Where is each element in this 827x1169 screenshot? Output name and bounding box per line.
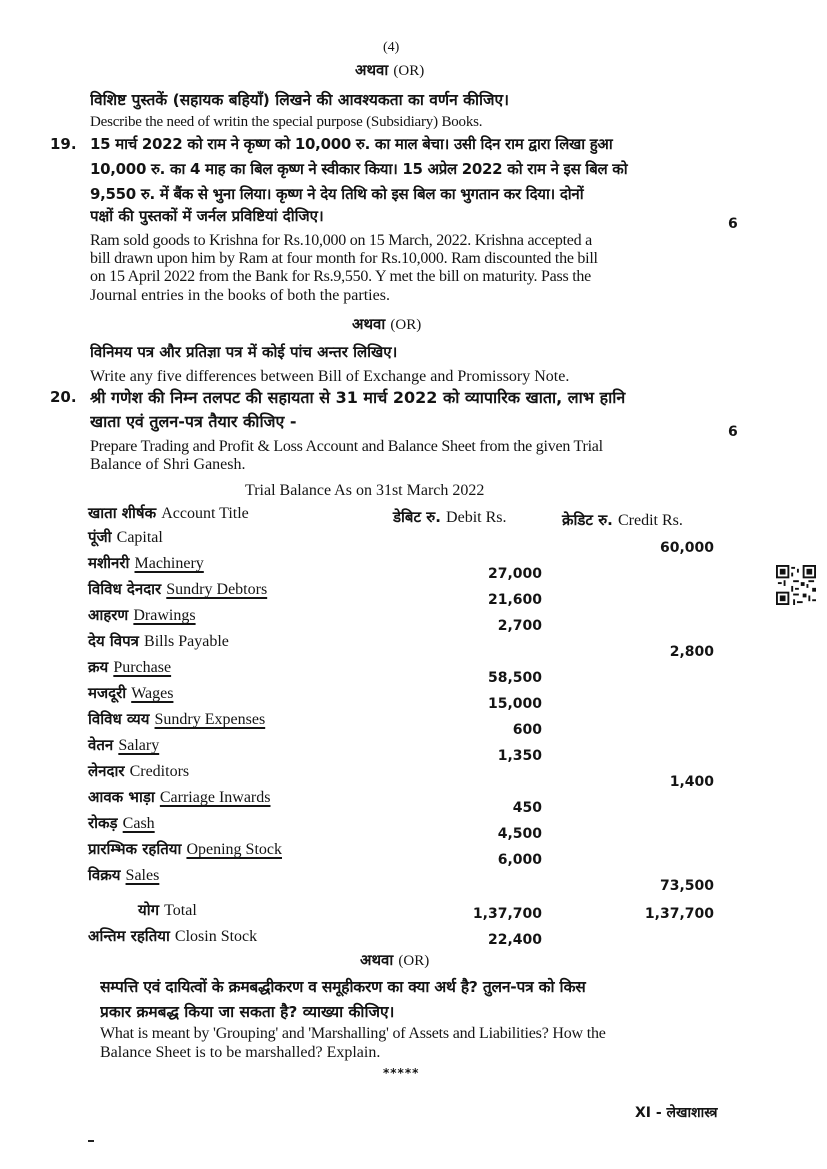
account-title (88, 813, 155, 833)
account-title (88, 735, 159, 755)
account-title (88, 761, 189, 781)
total-credit: 1,37,700 (644, 906, 714, 922)
scan-mark (88, 1140, 94, 1142)
account-title-hindi: विक्रय (88, 866, 121, 884)
account-title (88, 683, 173, 703)
credit-amount: 2,800 (669, 644, 714, 660)
q19-hindi-line-2: 10,000 रु. का 4 माह का बिल कृष्ण ने स्वीकार किया। 15 अप्रेल 2022 को राम ने इस बिल को (90, 160, 628, 178)
trial-balance-title: Trial Balance As on 31st March 2022 (245, 482, 485, 499)
credit-amount: 60,000 (659, 540, 714, 556)
q20-marks: 6 (728, 424, 738, 440)
account-title-hindi: क्रय (88, 658, 109, 676)
account-title-hindi: लेनदार (88, 762, 125, 780)
debit-amount: 450 (512, 800, 542, 816)
debit-amount: 4,500 (497, 826, 542, 842)
account-title-hindi: विविध देनदार (88, 580, 162, 598)
q20-alt-hindi-line-1: सम्पत्ति एवं दायित्वों के क्रमबद्धीकरण व समूहीकरण का क्या अर्थ है? तुलन-पत्र को किस (100, 978, 586, 996)
account-title-english: Sundry Debtors (166, 581, 268, 598)
or-separator: अथवा (OR) (355, 61, 425, 79)
debit-amount: 600 (512, 722, 542, 738)
account-title-hindi: वेतन (88, 736, 114, 754)
trial-balance-row (88, 865, 728, 894)
account-title (88, 605, 196, 625)
or-separator: अथवा (OR) (352, 315, 422, 333)
q19-hindi-line-3: 9,550 रु. में बैंक से भुना लिया। कृष्ण ने देय तिथि को इस बिल का भुगतान कर दिया। दोनों (90, 185, 584, 203)
q20-hindi-line-1: श्री गणेश की निम्न तलपट की सहायता से 31 मार्च 2022 को व्यापारिक खाता, लाभ हानि (90, 388, 626, 407)
or-separator: अथवा (OR) (360, 951, 430, 969)
debit-amount: 6,000 (497, 852, 542, 868)
q20-english-line-1: Prepare Trading and Profit & Loss Account and Balance Sheet from the given Trial (90, 438, 603, 455)
account-title-hindi: विविध व्यय (88, 710, 150, 728)
account-title-hindi: रोकड़ (88, 814, 118, 832)
q19-hindi-line-4: पक्षों की पुस्तकों में जर्नल प्रविष्टियां दीजिए। (90, 207, 324, 225)
trial-balance-row (88, 839, 728, 868)
question-20-number: 20. (50, 388, 77, 406)
total-label: योग Total (138, 901, 197, 919)
account-title (88, 553, 204, 573)
debit-amount: 21,600 (487, 592, 542, 608)
account-title-english: Cash (122, 815, 155, 832)
q19-hindi-line-1: 15 मार्च 2022 को राम ने कृष्ण को 10,000 रु. का माल बेचा। उसी दिन राम द्वारा लिखा हुआ (90, 135, 613, 153)
qr-code (776, 565, 816, 605)
footer-subject: XI - लेखाशास्त्र (635, 1105, 718, 1121)
credit-amount: 73,500 (659, 878, 714, 894)
account-title-english: Machinery (134, 555, 204, 572)
q20-english-line-2: Balance of Shri Ganesh. (90, 456, 246, 473)
trial-balance-row (88, 787, 728, 816)
question-19-number: 19. (50, 135, 77, 153)
account-title-hindi: प्रारम्भिक रहतिया (88, 840, 182, 858)
account-title (88, 865, 159, 885)
q20-alt-english-line-2: Balance Sheet is to be marshalled? Explain. (100, 1044, 381, 1061)
q20-alt-english-line-1: What is meant by 'Grouping' and 'Marshalling' of Assets and Liabilities? How the (100, 1025, 606, 1042)
debit-amount: 58,500 (487, 670, 542, 686)
q19-english-line-3: on 15 April 2022 from the Bank for Rs.9,550. Y met the bill on maturity. Pass the (90, 268, 592, 285)
account-title-english: Wages (131, 685, 174, 702)
account-title-english: Purchase (113, 659, 172, 676)
account-title-hindi: मजदूरी (88, 684, 127, 702)
trial-balance-row (88, 527, 728, 556)
account-title-hindi: आवक भाड़ा (88, 788, 155, 806)
account-title-english: Capital (116, 529, 163, 546)
debit-amount: 15,000 (487, 696, 542, 712)
trial-balance-row (88, 813, 728, 842)
header-account-title: खाता शीर्षक Account Title (88, 504, 249, 522)
account-title-hindi: पूंजी (88, 528, 112, 546)
trial-balance-total-row (88, 900, 728, 924)
q19-english-line-2: bill drawn upon him by Ram at four month for Rs.10,000. Ram discounted the bill (90, 250, 598, 267)
q19-marks: 6 (728, 216, 738, 232)
account-title-hindi: आहरण (88, 606, 129, 624)
total-debit: 1,37,700 (472, 906, 542, 922)
q19-english-line-4: Journal entries in the books of both the parties. (90, 287, 390, 304)
account-title-english: Salary (118, 737, 160, 754)
header-credit: क्रेडिट रु. Credit Rs. (562, 511, 683, 529)
account-title (88, 579, 267, 599)
closing-stock-label: अन्तिम रहतिया Closin Stock (88, 927, 258, 945)
account-title (88, 657, 171, 677)
trial-balance-row (88, 657, 728, 686)
debit-amount: 2,700 (497, 618, 542, 634)
trial-balance-row (88, 709, 728, 738)
account-title (88, 709, 265, 729)
q19-alt-hindi: विनिमय पत्र और प्रतिज्ञा पत्र में कोई पांच अन्तर लिखिए। (90, 343, 398, 361)
account-title (88, 787, 270, 807)
credit-amount: 1,400 (669, 774, 714, 790)
trial-balance-row (88, 683, 728, 712)
account-title-english: Creditors (129, 763, 190, 780)
q20-alt-hindi-line-2: प्रकार क्रमबद्ध किया जा सकता है? व्याख्या कीजिए। (100, 1003, 395, 1021)
account-title-english: Drawings (133, 607, 196, 624)
account-title-hindi: मशीनरी (88, 554, 130, 572)
header-debit: डेबिट रु. Debit Rs. (393, 508, 507, 526)
end-mark: ***** (383, 1066, 420, 1080)
debit-amount: 27,000 (487, 566, 542, 582)
section-a-english: Describe the need of writin the special purpose (Subsidiary) Books. (90, 114, 483, 130)
trial-balance-row (88, 761, 728, 790)
account-title-english: Bills Payable (144, 633, 229, 650)
account-title-hindi: देय विपत्र (88, 632, 139, 650)
q19-english-line-1: Ram sold goods to Krishna for Rs.10,000 on 15 March, 2022. Krishna accepted a (90, 232, 592, 249)
trial-balance-row (88, 553, 728, 582)
trial-balance-row (88, 631, 728, 660)
trial-balance-row (88, 735, 728, 764)
account-title-english: Sundry Expenses (154, 711, 266, 728)
closing-stock-debit: 22,400 (487, 932, 542, 948)
debit-amount: 1,350 (497, 748, 542, 764)
section-a-hindi: विशिष्ट पुस्तकें (सहायक बहियाँ) लिखने की आवश्यकता का वर्णन कीजिए। (90, 91, 510, 109)
account-title-english: Opening Stock (186, 841, 282, 858)
account-title (88, 839, 282, 859)
account-title-english: Sales (125, 867, 160, 884)
account-title (88, 631, 229, 651)
q20-hindi-line-2: खाता एवं तुलन-पत्र तैयार कीजिए - (90, 412, 297, 431)
trial-balance-row (88, 579, 728, 608)
page-number: (4) (383, 40, 400, 55)
q19-alt-english: Write any five differences between Bill of Exchange and Promissory Note. (90, 368, 570, 385)
account-title-english: Carriage Inwards (159, 789, 271, 806)
trial-balance-row (88, 605, 728, 634)
account-title (88, 527, 163, 547)
closing-stock-row (88, 926, 728, 950)
